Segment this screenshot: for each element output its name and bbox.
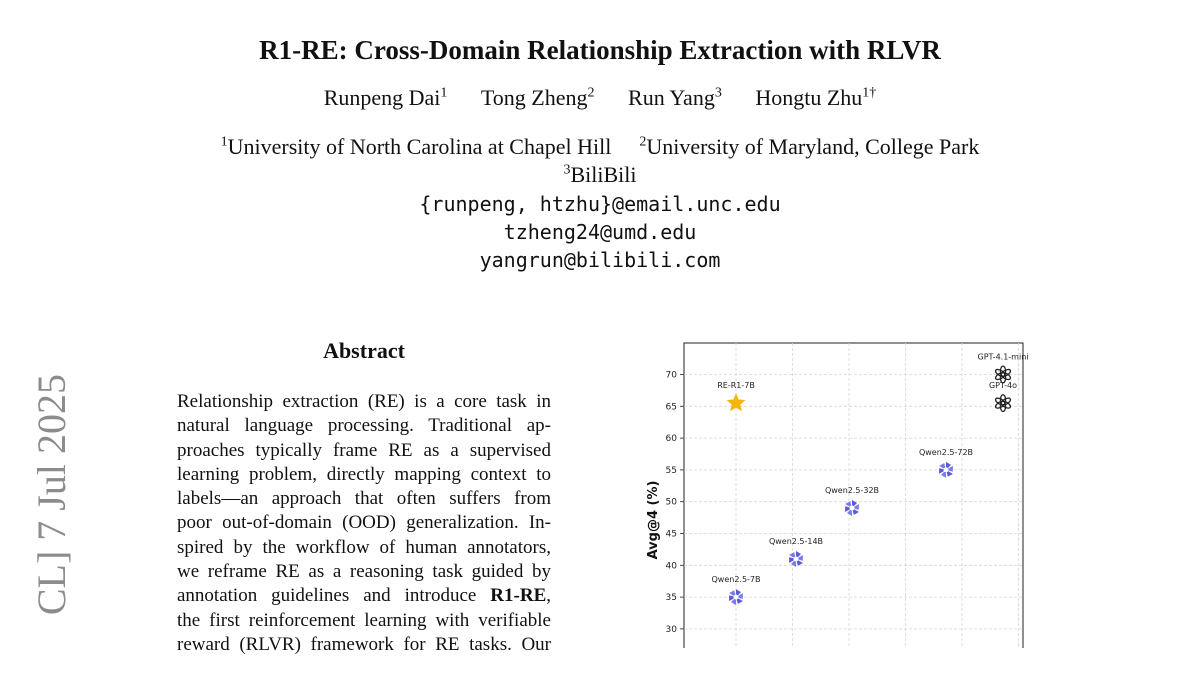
y-axis-label: Avg@4 (%)	[646, 480, 661, 560]
affiliation-line: $^3$BiliBili	[563, 162, 637, 187]
email: {runpeng, htzhu}@email.unc.edu	[419, 192, 781, 216]
abstract-line: we reframe RE as a reasoning task guided by	[177, 561, 551, 583]
y-tick-label: 65	[665, 402, 677, 413]
y-tick-label: 60	[665, 434, 677, 445]
abstract-line: reward (RLVR) framework for RE tasks. Our	[177, 633, 551, 655]
author: Hongtu Zhu$^{1\dagger}$	[755, 85, 877, 110]
y-tick-label: 70	[665, 370, 677, 381]
arxiv-stamp: CL] 7 Jul 2025	[29, 374, 74, 616]
affiliations	[0, 133, 1200, 189]
abstract-line: labels—an approach that often suffers from	[177, 488, 551, 510]
abstract-line: proaches typically frame RE as a supervised	[177, 439, 551, 461]
y-tick-label: 40	[665, 561, 677, 572]
abstract-line: learning problem, directly mapping context to	[177, 463, 551, 485]
data-label: Qwen2.5-7B	[711, 575, 761, 585]
y-tick-label: 30	[665, 624, 677, 635]
data-label: GPT-4o	[988, 381, 1018, 391]
y-tick-label: 50	[665, 497, 677, 508]
abstract-line: the first reinforcement learning with verifiable	[177, 609, 551, 631]
data-label: Qwen2.5-14B	[768, 536, 824, 546]
data-label: Qwen2.5-32B	[824, 486, 880, 496]
abstract-line: natural language processing. Traditional ap-	[177, 415, 551, 437]
scatter-chart	[640, 340, 1040, 648]
abstract-line: annotation guidelines and introduce R1-RE,	[177, 585, 551, 607]
chart-svg	[640, 340, 1040, 648]
abstract-line: spired by the workflow of human annotators,	[177, 536, 551, 558]
y-tick-label: 45	[665, 529, 677, 540]
affiliation-line: $^1$University of North Carolina at Chapel Hill $^2$University of Maryland, College Park	[220, 134, 980, 159]
abstract-heading: Abstract	[323, 338, 405, 363]
paper-title: R1-RE: Cross-Domain Relationship Extraction with RLVR	[259, 35, 941, 65]
abstract-line: Relationship extraction (RE) is a core task in	[177, 391, 551, 412]
abstract-line: poor out-of-domain (OOD) generalization. In-	[177, 512, 551, 534]
author: Tong Zheng$^2$	[480, 85, 595, 110]
data-label: Qwen2.5-72B	[918, 447, 974, 457]
email: tzheng24@umd.edu	[503, 220, 697, 244]
y-tick-label: 55	[665, 465, 677, 476]
email: yangrun@bilibili.com	[479, 248, 721, 272]
data-label: RE-R1-7B	[717, 381, 755, 391]
author-list	[0, 84, 1200, 112]
data-label: GPT-4.1-mini	[977, 352, 1029, 362]
y-tick-label: 35	[665, 593, 677, 604]
author: Runpeng Dai$^1$	[323, 85, 448, 110]
author: Run Yang$^3$	[628, 85, 722, 110]
abstract-body	[177, 390, 551, 657]
